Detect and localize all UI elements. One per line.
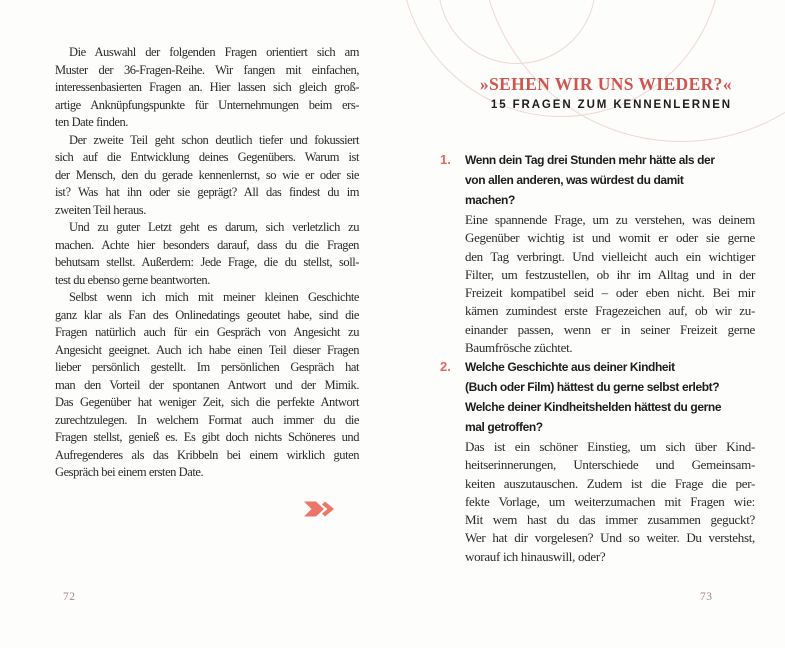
text-line: artige Anknüpfungspunkte für Unternehmungen beim ers-	[55, 97, 359, 112]
question-content	[465, 357, 755, 566]
text-line: interessenbasierten Fragen an. Hier lassen sich gleich groß-	[55, 80, 359, 94]
question-line: (Buch oder Film) hättest du gerne selbst erlebt?	[465, 380, 720, 394]
answer-line: kämen zumindest erste Fragezeichen auf, ob wir zu-	[465, 303, 755, 319]
text-line: Fragen stellst, genieß es. Es gibt doch nichts Schöneres und	[55, 430, 359, 444]
answer-text	[465, 211, 755, 357]
paragraph	[55, 132, 359, 220]
text-line: sich auf die Entwicklung deines Gegenübers. Warum ist	[55, 150, 359, 164]
question-line: Welche deiner Kindheitshelden hättest du gerne	[465, 400, 722, 414]
text-line: Aufregenderes als das Kribbeln bei einem wirklich guten	[55, 447, 359, 462]
question-line: von allen anderen, was würdest du damit	[465, 173, 684, 187]
question-line: machen?	[465, 193, 515, 207]
text-line: Fragen natürlich auch für ein Gespräch von Angesicht zu	[55, 325, 359, 339]
text-line: behutsam stellst. Außerdem: Jede Frage, die du stellst, soll-	[55, 255, 359, 269]
text-line: Der zweite Teil geht schon deutlich tiefer und fokussiert	[69, 132, 359, 147]
answer-line: Eine spannende Frage, um zu verstehen, was deinem	[465, 212, 755, 227]
answer-line: heitserinnerungen, Unterschiede und Gemeinsam-	[465, 457, 755, 473]
paragraph	[55, 219, 359, 289]
text-line: man den Vorteil der spontanen Antwort und der Mimik.	[55, 377, 359, 392]
question-number: 1.	[440, 152, 451, 167]
question-content	[465, 150, 755, 357]
text-line: Muster der 36-Fragen-Reihe. Wir fangen mit einfachen,	[55, 62, 359, 77]
answer-line: Wer hat dir vorgelesen? Und so weiter. Du verstehst,	[465, 530, 755, 546]
text-line: zweiten Teil heraus.	[55, 202, 146, 217]
text-line: ist? Was hat ihn oder sie geprägt? All das findest du im	[55, 185, 359, 199]
answer-line: fekte Vorlage, um weiterzumachen mit Fragen wie:	[465, 493, 755, 509]
text-line: Selbst wenn ich mich mit meiner kleinen Geschichte	[69, 290, 359, 304]
answer-line: Filter, um festzustellen, ob ihr im Alltag und in der	[465, 266, 755, 282]
text-line: Angesicht geeignet. Auch ich habe einen Teil dieser Fragen	[55, 342, 359, 357]
text-line: machen. Achte hier besonders darauf, dass du die Fragen	[55, 237, 359, 252]
text-line: zurechtzulegen. In welchem Format auch immer du die	[55, 412, 359, 427]
question-line: Wenn dein Tag drei Stunden mehr hätte als der	[465, 153, 715, 167]
answer-line: Gegenüber wichtig ist und womit er oder sie gerne	[465, 230, 755, 246]
question-line: Welche Geschichte aus deiner Kindheit	[465, 360, 675, 374]
double-chevron-right-icon	[304, 501, 335, 517]
question-block-2	[440, 357, 755, 566]
text-line: Gespräch bei einem ersten Date.	[55, 465, 204, 479]
page-number-right: 73	[700, 591, 713, 603]
question-text	[465, 357, 755, 437]
text-line: Und zu guter Letzt geht es darum, sich verletzlich zu	[69, 220, 359, 234]
chapter-heading	[440, 74, 732, 111]
answer-line: Freizeit kompatibel seid – oder eben nicht. Bei mir	[465, 285, 755, 301]
text-line: ganz klar als Fan des Onlinedatings geoutet habe, sind die	[55, 307, 359, 322]
answer-text	[465, 438, 755, 566]
answer-line: Mit wem hast du das immer zusammen geguckt?	[465, 512, 755, 528]
text-line: ten Date finden.	[55, 115, 128, 129]
answer-line: worauf ich hinauswill, oder?	[465, 548, 606, 564]
paragraph	[55, 289, 359, 482]
question-text	[465, 150, 755, 210]
chapter-title: »SEHEN WIR UNS WIEDER?«	[479, 74, 732, 94]
question-line: mal getroffen?	[465, 420, 543, 434]
text-line: Die Auswahl der folgenden Fragen orientiert sich am	[69, 45, 359, 59]
paragraph	[55, 44, 359, 132]
question-block-1	[440, 150, 755, 357]
answer-line: einander passen, wenn er in seiner Freizeit gerne	[465, 321, 755, 337]
text-line: test du ebenso gerne beantworten.	[55, 272, 210, 287]
answer-line: keiten auszutauschen. Zudem ist die Frage die per-	[465, 475, 755, 491]
answer-line: den Tag verbringt. Und vielleicht auch ein wichtiger	[465, 248, 755, 264]
answer-line: Baumfrösche züchtet.	[465, 340, 573, 356]
page-number-left: 72	[63, 591, 76, 603]
question-number: 2.	[440, 359, 451, 374]
text-line: lieber persönlich gestellt. Im persönlichen Gespräch hat	[55, 360, 359, 374]
left-page-text	[55, 44, 359, 482]
text-line: Das Gegenüber hat weniger Zeit, sich die perfekte Antwort	[55, 395, 359, 409]
chapter-subtitle: 15 FRAGEN ZUM KENNENLERNEN	[490, 99, 732, 111]
text-line: der Mensch, den du gerade kennenlernst, so wie er oder sie	[55, 167, 359, 182]
answer-line: Das ist ein schöner Einstieg, um sich über Kind-	[465, 439, 755, 454]
